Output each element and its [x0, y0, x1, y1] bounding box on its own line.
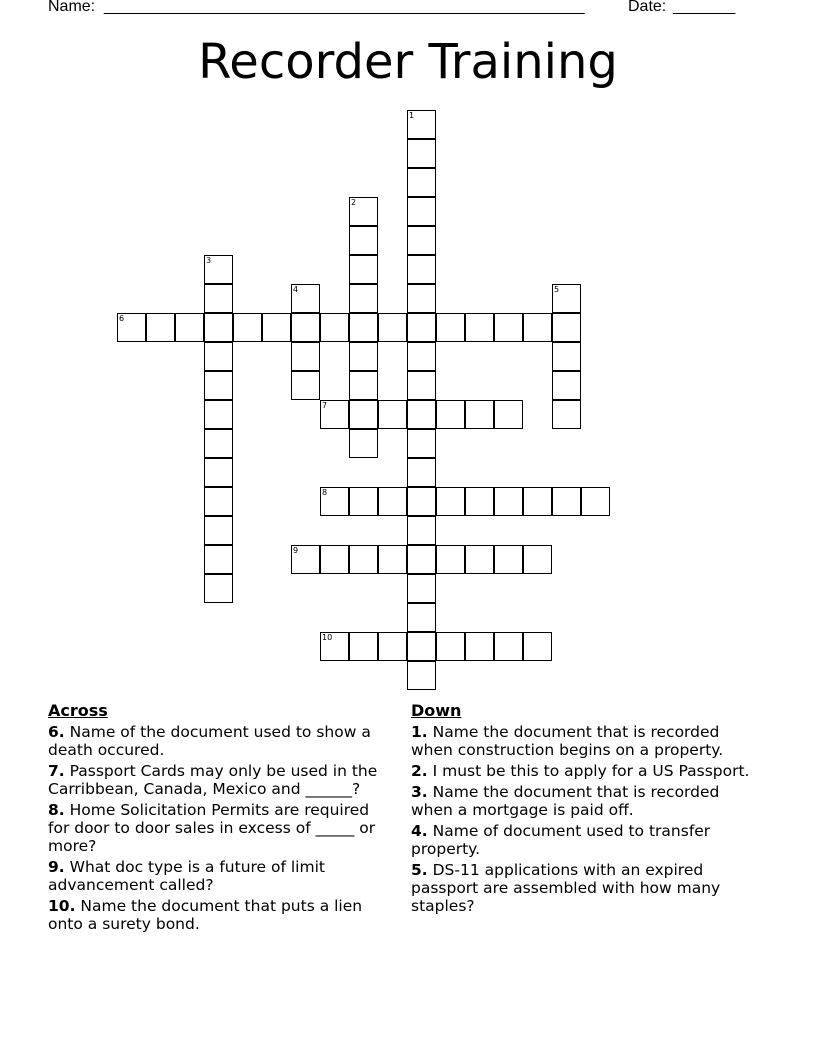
crossword-cell[interactable]	[494, 545, 523, 574]
clue-text: Home Solicitation Permits are required for door to door sales in excess of _____ or more?	[48, 801, 376, 855]
crossword-cell[interactable]	[436, 400, 465, 429]
crossword-cell[interactable]	[349, 429, 378, 458]
crossword-cell[interactable]	[465, 487, 494, 516]
clue-across-9	[48, 858, 393, 894]
down-clues	[411, 702, 756, 918]
crossword-cell[interactable]	[117, 313, 146, 342]
crossword-cell[interactable]	[204, 458, 233, 487]
crossword-cell[interactable]	[436, 487, 465, 516]
crossword-cell[interactable]	[552, 400, 581, 429]
crossword-cell[interactable]	[349, 487, 378, 516]
crossword-cell[interactable]	[349, 342, 378, 371]
crossword-cell[interactable]	[349, 400, 378, 429]
date-label: Date:	[628, 0, 667, 15]
crossword-cell[interactable]	[407, 487, 436, 516]
clue-number: 5.	[411, 861, 428, 879]
crossword-cell[interactable]	[552, 313, 581, 342]
clue-across-7	[48, 762, 393, 798]
crossword-cell[interactable]	[320, 632, 349, 661]
crossword-cell[interactable]	[407, 371, 436, 400]
clue-text: What doc type is a future of limit advancement called?	[48, 858, 325, 894]
clue-across-8	[48, 801, 393, 855]
crossword-cell[interactable]	[407, 458, 436, 487]
crossword-cell[interactable]	[407, 139, 436, 168]
cell-number: 9	[293, 546, 299, 555]
clue-number: 3.	[411, 783, 428, 801]
crossword-cell[interactable]	[349, 371, 378, 400]
crossword-cell[interactable]	[320, 487, 349, 516]
crossword-cell[interactable]	[204, 342, 233, 371]
crossword-cell[interactable]	[204, 574, 233, 603]
clue-number: 6.	[48, 723, 65, 741]
crossword-cell[interactable]	[552, 342, 581, 371]
crossword-cell[interactable]	[494, 487, 523, 516]
crossword-cell[interactable]	[378, 487, 407, 516]
crossword-cell[interactable]	[465, 632, 494, 661]
cell-number: 8	[322, 488, 328, 497]
crossword-cell[interactable]	[204, 516, 233, 545]
crossword-cell[interactable]	[436, 632, 465, 661]
crossword-cell[interactable]	[378, 632, 407, 661]
crossword-cell[interactable]	[407, 661, 436, 690]
crossword-cell[interactable]	[407, 313, 436, 342]
crossword-cell[interactable]	[204, 255, 233, 284]
crossword-cell[interactable]	[291, 545, 320, 574]
crossword-cell[interactable]	[204, 371, 233, 400]
clue-number: 8.	[48, 801, 65, 819]
crossword-cell[interactable]	[407, 603, 436, 632]
crossword-cell[interactable]	[233, 313, 262, 342]
crossword-cell[interactable]	[494, 400, 523, 429]
crossword-cell[interactable]	[552, 487, 581, 516]
crossword-cell[interactable]	[407, 429, 436, 458]
clue-down-3	[411, 783, 756, 819]
cell-number: 4	[293, 285, 299, 294]
clue-down-1	[411, 723, 756, 759]
clue-number: 10.	[48, 897, 76, 915]
cell-number: 6	[119, 314, 125, 323]
crossword-cell[interactable]	[407, 400, 436, 429]
clue-text: Name the document that is recorded when a mortgage is paid off.	[411, 783, 720, 819]
clue-number: 4.	[411, 822, 428, 840]
crossword-cell[interactable]	[204, 400, 233, 429]
crossword-cell[interactable]	[349, 255, 378, 284]
across-heading: Across	[48, 701, 108, 720]
crossword-cell[interactable]	[320, 313, 349, 342]
crossword-cell[interactable]	[407, 574, 436, 603]
crossword-cell[interactable]	[378, 400, 407, 429]
crossword-cell[interactable]	[291, 342, 320, 371]
crossword-cell[interactable]	[407, 342, 436, 371]
crossword-cell[interactable]	[523, 313, 552, 342]
crossword-cell[interactable]	[349, 545, 378, 574]
date-line: _______	[673, 0, 736, 15]
crossword-cell[interactable]	[552, 284, 581, 313]
crossword-cell[interactable]	[407, 168, 436, 197]
crossword-cell[interactable]	[552, 371, 581, 400]
cell-number: 5	[554, 285, 560, 294]
cell-number: 10	[322, 633, 333, 642]
cell-number: 7	[322, 401, 328, 410]
crossword-cell[interactable]	[407, 284, 436, 313]
crossword-cell[interactable]	[291, 313, 320, 342]
crossword-cell[interactable]	[291, 371, 320, 400]
crossword-cell[interactable]	[407, 516, 436, 545]
clue-down-2	[411, 762, 756, 780]
crossword-cell[interactable]	[523, 632, 552, 661]
crossword-cell[interactable]	[494, 632, 523, 661]
crossword-cell[interactable]	[349, 197, 378, 226]
name-label: Name:	[48, 0, 96, 15]
crossword-cell[interactable]	[407, 110, 436, 139]
crossword-cell[interactable]	[407, 255, 436, 284]
clue-down-4	[411, 822, 756, 858]
crossword-cell[interactable]	[465, 313, 494, 342]
down-heading: Down	[411, 701, 462, 720]
crossword-cell[interactable]	[436, 545, 465, 574]
crossword-cell[interactable]	[204, 487, 233, 516]
clue-text: Name the document that puts a lien onto a surety bond.	[48, 897, 363, 933]
crossword-cell[interactable]	[378, 313, 407, 342]
crossword-cell[interactable]	[465, 545, 494, 574]
crossword-cell[interactable]	[407, 226, 436, 255]
crossword-cell[interactable]	[349, 313, 378, 342]
crossword-cell[interactable]	[407, 545, 436, 574]
clue-text: Name of the document used to show a death occured.	[48, 723, 371, 759]
name-line: ______________________________________________________	[104, 0, 585, 15]
crossword-cell[interactable]	[175, 313, 204, 342]
crossword-cell[interactable]	[204, 284, 233, 313]
clue-number: 9.	[48, 858, 65, 876]
clue-across-6	[48, 723, 393, 759]
crossword-cell[interactable]	[204, 429, 233, 458]
clue-text: Name the document that is recorded when construction begins on a property.	[411, 723, 724, 759]
crossword-cell[interactable]	[581, 487, 610, 516]
crossword-cell[interactable]	[523, 545, 552, 574]
crossword-cell[interactable]	[204, 313, 233, 342]
cell-number: 2	[351, 198, 357, 207]
clue-number: 1.	[411, 723, 428, 741]
cell-number: 1	[409, 111, 415, 120]
crossword-cell[interactable]	[378, 545, 407, 574]
crossword-cell[interactable]	[320, 400, 349, 429]
crossword-cell[interactable]	[523, 487, 552, 516]
clue-text: Name of document used to transfer property.	[411, 822, 711, 858]
crossword-cell[interactable]	[349, 284, 378, 313]
clue-number: 2.	[411, 762, 428, 780]
crossword-cell[interactable]	[436, 313, 465, 342]
crossword-cell[interactable]	[204, 545, 233, 574]
crossword-cell[interactable]	[262, 313, 291, 342]
clue-down-5	[411, 861, 756, 915]
crossword-cell[interactable]	[494, 313, 523, 342]
crossword-cell[interactable]	[465, 400, 494, 429]
crossword-cell[interactable]	[407, 632, 436, 661]
crossword-cell[interactable]	[320, 545, 349, 574]
across-clues	[48, 702, 393, 936]
crossword-cell[interactable]	[146, 313, 175, 342]
page-title: Recorder Training	[198, 34, 618, 90]
cell-number: 3	[206, 256, 212, 265]
crossword-cell[interactable]	[407, 197, 436, 226]
clue-text: Passport Cards may only be used in the Carribbean, Canada, Mexico and ______?	[48, 762, 378, 798]
clue-text: I must be this to apply for a US Passport.	[432, 762, 750, 780]
crossword-cell[interactable]	[349, 632, 378, 661]
crossword-cell[interactable]	[349, 226, 378, 255]
crossword-cell[interactable]	[291, 284, 320, 313]
clue-text: DS-11 applications with an expired passport are assembled with how many staples?	[411, 861, 721, 915]
clue-number: 7.	[48, 762, 65, 780]
clue-across-10	[48, 897, 393, 933]
